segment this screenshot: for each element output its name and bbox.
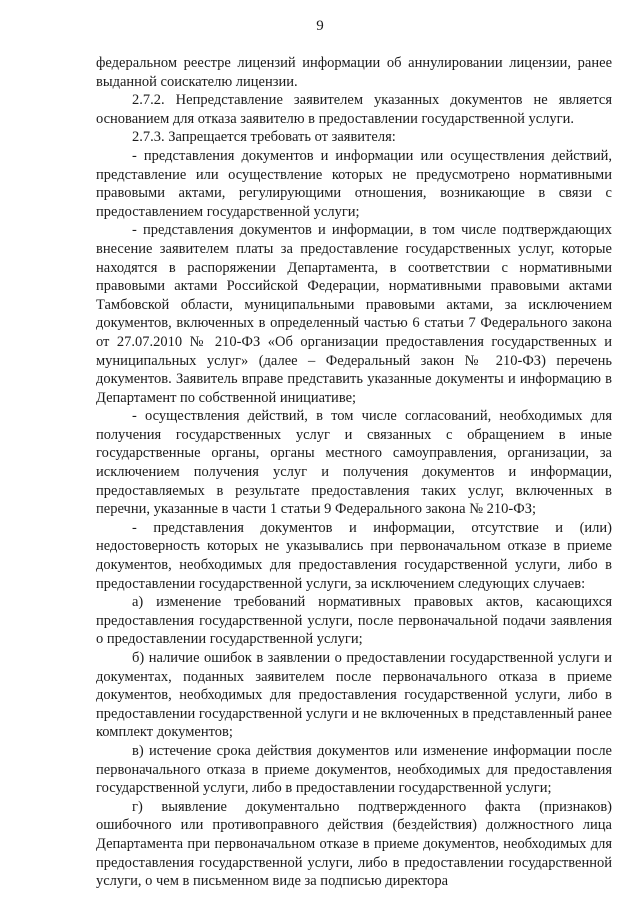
paragraph: - осуществления действий, в том числе согласований, необходимых для получения государственных услуг и связанных с обращением в иные государственные органы, органы местного самоуправления, организации, за исключением получения услуг и получения документов и информации, предоставляемых в результате предоставления таких услуг, включенных в перечни, указанные в части 1 статьи 9 Федерального закона № 210-ФЗ; (96, 408, 612, 518)
paragraph: 2.7.2. Непредставление заявителем указанных документов не является основанием для отказа заявителю в предоставлении государственной услуги. (96, 92, 612, 127)
paragraph: 2.7.3. Запрещается требовать от заявителя: (132, 129, 396, 146)
paragraph: - представления документов и информации, в том числе подтверждающих внесение заявителем платы за предоставление государственных услуг, которые находятся в распоряжении Департамента, в соответствии с нормативными правовыми актами Российской Федерации, нормативными правовыми актами Тамбовской области, муниципальными правовыми актами, за исключением документов, включенных в определенный частью 6 статьи 7 Федерального закона от 27.07.2010 № 210-ФЗ «Об организации предоставления государственных и муниципальных услуг» (далее – Федеральный закон № 210-ФЗ) перечень документов. Заявитель вправе представить указанные документы и информацию в Департамент по собственной инициативе; (96, 222, 612, 406)
paragraph: б) наличие ошибок в заявлении о предоставлении государственной услуги и документах, поданных заявителем после первоначального отказа в приеме документов, необходимых для предоставления государственной услуги, либо в предоставлении государственной услуги и не включенных в представленный ранее комплект документов; (96, 650, 612, 741)
paragraph: г) выявление документально подтвержденного факта (признаков) ошибочного или противоправного действия (бездействия) должностного лица Департамента при первоначальном отказе в приеме документов, необходимых для предоставления государственной услуги, либо в предоставлении государственной услуги, о чем в письменном виде за подписью директора (96, 798, 612, 890)
paragraph: - представления документов и информации или осуществления действий, представление или осуществление которых не предусмотрено нормативными правовыми актами, регулирующими отношения, возникающие в связи с предоставлением государственной услуги; (96, 147, 612, 220)
paragraph: федеральном реестре лицензий информации об аннулировании лицензии, ранее выданной соискателю лицензии. (96, 55, 612, 90)
paragraph: - представления документов и информации, отсутствие и (или) недостоверность которых не указывались при первоначальном отказе в приеме документов, необходимых для предоставления государственной услуги, либо в предоставлении государственной услуги, за исключением следующих случаев: (96, 519, 612, 592)
paragraph: в) истечение срока действия документов или изменение информации после первоначального отказа в приеме документов, необходимых для предоставления государственной услуги, либо в предоставлении государственной услуги; (96, 742, 612, 797)
paragraph: а) изменение требований нормативных правовых актов, касающихся предоставления государственной услуги, после первоначальной подачи заявления о предоставлении государственной услуги; (96, 594, 612, 648)
document-body (96, 54, 612, 891)
page-number: 9 (316, 18, 324, 34)
